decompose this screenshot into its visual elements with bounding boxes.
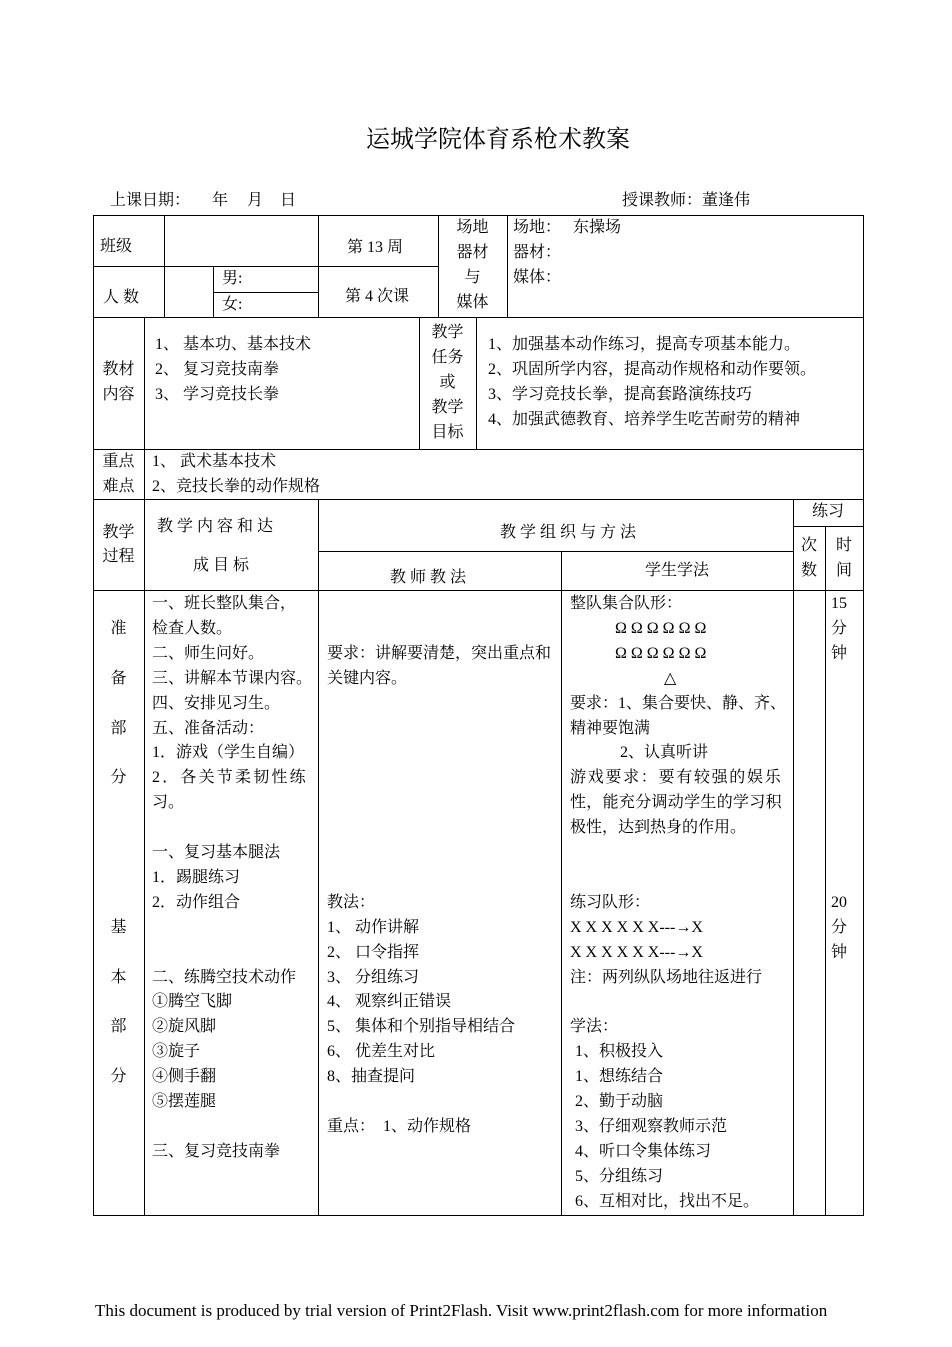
count-header-line: 次 xyxy=(800,537,817,554)
teacher-method-line: 重点： 1、动作规格 xyxy=(327,1117,472,1135)
content-line: 三、讲解本节课内容。 xyxy=(152,669,313,687)
student-method-header: 学生学法 xyxy=(645,562,710,579)
key-points-label-line: 重点 xyxy=(102,453,135,470)
main-time: 20 xyxy=(831,893,847,911)
student-method-line: 4、听口令集体练习 xyxy=(575,1142,712,1160)
venue-value: 东操场 xyxy=(573,219,622,236)
page-title: 运城学院体育系枪术教案 xyxy=(366,127,630,153)
objectives-label-line: 教学 xyxy=(431,324,464,341)
teacher-method-line: 教法： xyxy=(327,893,376,911)
teacher-method-line: 6、 优差生对比 xyxy=(327,1043,436,1061)
content-goal-header-line: 教 学 内 容 和 达 xyxy=(157,518,274,535)
material-item: 3、 学习竞技长拳 xyxy=(155,386,280,403)
teacher-method-line: 2、 口令指挥 xyxy=(327,943,420,961)
main-section-label: 部 xyxy=(110,1018,127,1036)
content-line: ④侧手翻 xyxy=(152,1068,217,1086)
content-line: 三、复习竞技南拳 xyxy=(152,1142,281,1160)
content-line: 2．动作组合 xyxy=(152,893,241,911)
venue-label: 场地： xyxy=(513,219,562,236)
content-line: ⑤摆莲腿 xyxy=(152,1093,217,1110)
student-method-line: 整队集合队形： xyxy=(570,595,683,612)
student-method-line: 2、勤于动脑 xyxy=(575,1093,664,1110)
teacher-method-line: 5、 集体和个别指导相结合 xyxy=(327,1018,516,1036)
main-section-label: 分 xyxy=(110,1068,127,1086)
content-line: 四、安排见习生。 xyxy=(152,694,281,712)
objective-item: 1、加强基本动作练习，提高专项基本能力。 xyxy=(488,336,801,353)
material-item: 2、 复习竞技南拳 xyxy=(155,361,280,378)
key-point-item: 1、 武术基本技术 xyxy=(152,453,277,470)
content-line: 检查人数。 xyxy=(152,619,233,637)
date-day: 日 xyxy=(280,192,297,209)
female-label: 女: xyxy=(222,296,243,313)
teacher-name: 授课教师：董逢伟 xyxy=(622,192,751,209)
content-line: 一、复习基本腿法 xyxy=(152,844,281,861)
prep-section-label: 准 xyxy=(110,619,127,637)
class-label: 班级 xyxy=(100,238,133,255)
content-line: 习。 xyxy=(152,794,185,812)
objectives-label-line: 任务 xyxy=(431,349,464,366)
teacher-method-line: 4、 观察纠正错误 xyxy=(327,993,452,1011)
teacher-method-header: 教 师 教 法 xyxy=(390,569,467,586)
prep-time: 钟 xyxy=(831,644,848,662)
student-method-line: 6、互相对比，找出不足。 xyxy=(575,1192,760,1210)
time-header-line: 时 xyxy=(835,537,852,554)
trial-footer-notice: This document is produced by trial version of Print2Flash. Visit www.print2flash.com for more information xyxy=(95,1301,828,1320)
student-method-line: 1、想练结合 xyxy=(575,1068,664,1086)
content-line: 1．踢腿练习 xyxy=(152,868,241,886)
objective-item: 4、加强武德教育、培养学生吃苦耐劳的精神 xyxy=(488,411,801,428)
prep-section-label: 备 xyxy=(110,669,127,687)
main-time: 钟 xyxy=(831,943,848,961)
content-line: 二、练腾空技术动作 xyxy=(152,968,297,986)
week-cell: 第 13 周 xyxy=(347,239,404,256)
content-line: 1．游戏（学生自编） xyxy=(152,744,305,762)
process-label-line: 教学 xyxy=(102,524,135,541)
material-item: 1、 基本功、基本技术 xyxy=(155,336,312,353)
objective-item: 2、巩固所学内容，提高动作规格和动作要领。 xyxy=(488,361,817,378)
student-method-line: 要求：1、集合要快、静、齐、 xyxy=(570,694,787,712)
time-header-line: 间 xyxy=(835,562,852,579)
content-line: 2．各关节柔韧性练 xyxy=(152,769,308,787)
male-label: 男: xyxy=(222,270,243,287)
formation-row: X X X X X X---→X xyxy=(570,943,703,961)
main-section-label: 基 xyxy=(110,918,127,936)
process-label-line: 过程 xyxy=(102,548,135,565)
objectives-label-line: 目标 xyxy=(431,424,464,441)
teacher-method-line: 8、抽查提问 xyxy=(327,1068,416,1086)
student-method-line: 5、分组练习 xyxy=(575,1167,664,1185)
teacher-method-line: 关键内容。 xyxy=(327,669,408,687)
venue-heading-line: 与 xyxy=(464,269,481,286)
student-method-line: 2、认真听讲 xyxy=(620,744,709,762)
student-method-line: 精神要饱满 xyxy=(570,719,651,737)
media-label: 媒体： xyxy=(513,269,562,286)
teacher-method-line: 3、 分组练习 xyxy=(327,968,420,986)
prep-time: 15 xyxy=(831,595,847,612)
student-method-line: 性，能充分调动学生的学习积 xyxy=(570,794,782,812)
method-header: 教 学 组 织 与 方 法 xyxy=(500,524,637,541)
content-line: ③旋子 xyxy=(152,1043,201,1061)
content-line: ②旋风脚 xyxy=(152,1018,217,1036)
main-section-label: 本 xyxy=(110,968,127,986)
student-method-line: 3、仔细观察教师示范 xyxy=(575,1117,728,1135)
objective-item: 3、学习竞技长拳，提高套路演练技巧 xyxy=(488,386,753,403)
key-points-label-line: 难点 xyxy=(102,478,135,495)
prep-section-label: 部 xyxy=(110,719,127,737)
student-method-line: 注：两列纵队场地往返进行 xyxy=(570,968,763,986)
key-point-item: 2、竞技长拳的动作规格 xyxy=(152,478,321,495)
student-method-line: 1、积极投入 xyxy=(575,1043,664,1061)
content-line: 五、准备活动： xyxy=(152,719,265,737)
content-goal-header-line: 成 目 标 xyxy=(193,557,250,574)
formation-row: Ω Ω Ω Ω Ω Ω xyxy=(615,619,707,637)
formation-row: Ω Ω Ω Ω Ω Ω xyxy=(615,644,707,662)
student-method-line: 学法： xyxy=(570,1018,619,1036)
headcount-label: 人 数 xyxy=(103,289,140,306)
materials-label-line: 教材 xyxy=(102,361,135,378)
date-label: 上课日期： xyxy=(110,192,191,209)
teacher-method-line: 要求：讲解要清楚，突出重点和 xyxy=(327,644,552,662)
prep-time: 分 xyxy=(831,619,848,637)
student-method-line: 游戏要求：要有较强的娱乐 xyxy=(570,769,783,787)
formation-row: X X X X X X---→X xyxy=(570,918,703,936)
objectives-label-line: 或 xyxy=(439,374,456,391)
practice-header: 练习 xyxy=(811,503,844,520)
venue-heading-line: 媒体 xyxy=(456,294,489,311)
equipment-label: 器材： xyxy=(513,244,562,261)
student-method-line: 练习队形： xyxy=(570,893,651,911)
date-month: 月 xyxy=(247,192,264,209)
materials-label-line: 内容 xyxy=(102,386,135,403)
main-time: 分 xyxy=(831,918,848,936)
venue-heading-line: 场地 xyxy=(456,219,489,236)
date-year: 年 xyxy=(212,192,229,209)
content-line: 二、师生问好。 xyxy=(152,644,265,662)
venue-heading-line: 器材 xyxy=(456,244,489,261)
content-line: ①腾空飞脚 xyxy=(152,993,233,1011)
lesson-cell: 第 4 次课 xyxy=(345,288,410,305)
count-header-line: 数 xyxy=(800,562,817,579)
objectives-label-line: 教学 xyxy=(431,399,464,416)
prep-section-label: 分 xyxy=(110,769,127,787)
content-line: 一、班长整队集合， xyxy=(152,595,297,612)
student-method-line: 极性，达到热身的作用。 xyxy=(570,819,747,837)
teacher-position-marker: △ xyxy=(664,669,677,687)
teacher-method-line: 1、 动作讲解 xyxy=(327,918,420,936)
